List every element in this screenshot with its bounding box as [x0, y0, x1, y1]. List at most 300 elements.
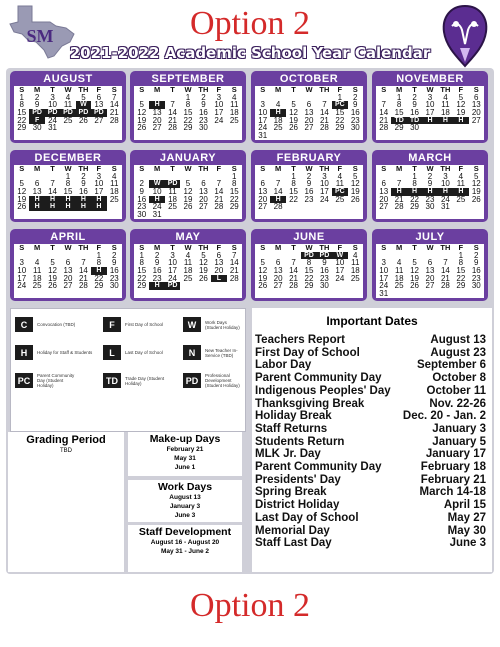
weekday-header: M — [154, 164, 161, 173]
work-days-panel — [128, 480, 242, 522]
weekday-header: TH — [440, 164, 451, 173]
weekday-header: S — [231, 85, 237, 94]
day-number: 5 — [458, 92, 464, 102]
event-label: Students Return — [255, 435, 345, 448]
day-number: 7 — [216, 179, 222, 189]
weekday-header: W — [426, 164, 434, 173]
day-number: 30 — [350, 123, 360, 133]
day-number: 21 — [289, 273, 299, 283]
marked-day: PD — [60, 109, 75, 117]
day-number: 11 — [183, 258, 193, 268]
day-number: 10 — [258, 108, 268, 118]
day-number: 12 — [471, 179, 481, 189]
day-number: 14 — [319, 108, 329, 118]
day-number: 12 — [198, 258, 208, 268]
weekday-header: TH — [319, 85, 330, 94]
staff-development-panel — [128, 525, 242, 572]
staffdev-line: May 31 - June 2 — [160, 548, 210, 555]
day-number: 15 — [335, 108, 345, 118]
day-number: 21 — [440, 273, 450, 283]
marked-day: W — [332, 252, 347, 260]
day-number: 6 — [260, 179, 265, 189]
day-number: 26 — [183, 202, 193, 212]
day-number: 4 — [275, 100, 281, 110]
day-number: 27 — [198, 202, 208, 212]
day-number: 29 — [335, 123, 345, 133]
weekday-header: T — [291, 243, 296, 252]
day-number: 19 — [350, 187, 360, 197]
day-number: 8 — [65, 179, 71, 189]
day-number: 12 — [48, 266, 58, 276]
day-number: 22 — [137, 273, 147, 283]
day-number: 9 — [34, 100, 40, 110]
event-date: October 8 — [432, 372, 486, 385]
event-label: Thanksgiving Break — [255, 397, 365, 410]
day-number: 18 — [440, 108, 450, 118]
day-number: 26 — [471, 194, 481, 204]
day-number: 5 — [185, 179, 191, 189]
day-number: 18 — [168, 194, 178, 204]
staffdev-line: August 16 - August 20 — [150, 539, 220, 546]
legend-item-last-day — [103, 345, 165, 360]
day-number: 9 — [139, 187, 144, 197]
day-number: 11 — [63, 100, 73, 110]
day-number: 20 — [152, 115, 162, 125]
weekday-header: S — [381, 85, 387, 94]
marked-day: H — [270, 109, 285, 117]
day-number: 20 — [304, 115, 314, 125]
weekday-header: F — [458, 243, 464, 252]
event-label: MLK Jr. Day — [255, 448, 321, 461]
day-number: 1 — [337, 92, 343, 102]
day-number: 5 — [412, 258, 417, 268]
snake-mascot-icon — [438, 4, 492, 68]
day-number: 14 — [109, 100, 119, 110]
day-number: 13 — [32, 187, 42, 197]
day-number: 15 — [183, 108, 193, 118]
day-number: 12 — [410, 266, 420, 276]
day-number: 17 — [425, 108, 435, 118]
day-number: 23 — [198, 115, 208, 125]
day-number: 8 — [396, 100, 402, 110]
event-date: January 5 — [432, 435, 486, 448]
day-number: 23 — [152, 273, 162, 283]
important-date-row — [252, 372, 492, 385]
month-name: OCTOBER — [279, 73, 339, 85]
day-number: 10 — [152, 187, 162, 197]
day-number: 23 — [319, 273, 329, 283]
day-number: 31 — [379, 289, 389, 299]
marked-day: W — [76, 101, 91, 109]
weekday-header: S — [139, 243, 145, 252]
legend-text: Last Day of School — [125, 350, 163, 355]
day-number: 29 — [304, 281, 314, 291]
day-number: 17 — [319, 187, 329, 197]
marked-day: PD — [165, 180, 180, 188]
day-number: 2 — [154, 250, 160, 260]
day-number: 26 — [289, 123, 299, 133]
day-number: 21 — [109, 108, 119, 118]
day-number: 13 — [425, 266, 435, 276]
important-dates-title: Important Dates — [326, 314, 418, 328]
day-number: 28 — [78, 281, 88, 291]
month-name: NOVEMBER — [396, 73, 464, 85]
day-number: 2 — [474, 250, 479, 260]
day-number: 16 — [137, 194, 147, 204]
month-days — [14, 86, 122, 140]
day-number: 9 — [474, 258, 479, 268]
legend-code: PD — [183, 373, 201, 388]
day-number: 5 — [260, 258, 265, 268]
day-number: 7 — [396, 179, 402, 189]
day-number: 19 — [456, 108, 466, 118]
legend-code: W — [183, 317, 201, 332]
day-number: 11 — [351, 258, 360, 268]
legend-text: Parent Community Day (Student Holiday) — [37, 373, 75, 388]
important-date-row — [252, 486, 492, 499]
day-number: 7 — [81, 258, 86, 268]
day-number: 9 — [81, 179, 86, 189]
day-number: 28 — [214, 202, 224, 212]
day-number: 15 — [304, 266, 314, 276]
day-number: 18 — [273, 115, 283, 125]
event-date: June 3 — [449, 537, 486, 550]
month-name: FEBRUARY — [276, 152, 342, 164]
marked-day: H — [453, 117, 468, 125]
day-number: 13 — [379, 187, 389, 197]
legend-code: TD — [103, 373, 121, 388]
day-number: 28 — [319, 123, 329, 133]
weekday-header: W — [184, 85, 192, 94]
important-date-row — [252, 474, 492, 487]
day-number: 24 — [168, 273, 178, 283]
day-number: 8 — [96, 258, 102, 268]
month-days — [134, 244, 242, 298]
marked-day: H — [391, 188, 406, 196]
day-number: 21 — [214, 194, 224, 204]
makeup-line: May 31 — [174, 455, 196, 462]
marked-day: H — [91, 267, 106, 275]
day-number: 9 — [112, 258, 117, 268]
day-number: 22 — [17, 115, 27, 125]
day-number: 10 — [214, 100, 224, 110]
weekday-header: T — [170, 243, 175, 252]
day-number: 3 — [216, 92, 222, 102]
day-number: 25 — [394, 281, 404, 291]
day-number: 3 — [381, 258, 386, 268]
day-number: 25 — [63, 115, 73, 125]
important-date-row — [252, 436, 492, 449]
day-number: 3 — [260, 100, 265, 110]
event-date: September 6 — [416, 359, 486, 372]
day-number: 17 — [94, 187, 104, 197]
day-number: 4 — [65, 92, 71, 102]
day-number: 1 — [19, 92, 24, 102]
day-number: 28 — [273, 202, 283, 212]
day-number: 6 — [306, 100, 312, 110]
weekday-header: S — [231, 164, 237, 173]
weekday-header: S — [139, 164, 145, 173]
day-number: 29 — [229, 202, 239, 212]
day-number: 28 — [168, 123, 178, 133]
day-number: 6 — [65, 258, 71, 268]
day-number: 7 — [232, 250, 237, 260]
day-number: 20 — [273, 273, 283, 283]
marked-day: H — [60, 196, 75, 204]
weekday-header: T — [412, 164, 417, 173]
month-days — [255, 165, 363, 219]
important-date-row — [252, 359, 492, 372]
day-number: 19 — [17, 194, 27, 204]
weekday-header: W — [184, 164, 192, 173]
day-number: 15 — [229, 187, 239, 197]
day-number: 25 — [229, 115, 239, 125]
weekday-header: S — [381, 243, 387, 252]
day-number: 18 — [350, 266, 360, 276]
option-label-bottom: Option 2 — [190, 587, 310, 624]
month-name: AUGUST — [43, 73, 93, 85]
day-number: 7 — [170, 100, 175, 110]
important-date-row — [252, 334, 492, 347]
day-number: 31 — [152, 210, 162, 220]
day-number: 14 — [48, 187, 58, 197]
day-number: 26 — [137, 123, 147, 133]
day-number: 14 — [289, 266, 299, 276]
day-number: 11 — [394, 266, 404, 276]
legend-code: N — [183, 345, 201, 360]
marked-day: H — [29, 196, 44, 204]
weekday-header: TH — [319, 243, 330, 252]
day-number: 10 — [168, 258, 178, 268]
day-number: 3 — [427, 92, 433, 102]
day-number: 25 — [32, 281, 42, 291]
day-number: 5 — [139, 100, 144, 110]
day-number: 22 — [183, 115, 193, 125]
staffdev-title: Staff Development — [138, 526, 232, 538]
day-number: 8 — [185, 100, 191, 110]
day-number: 15 — [456, 266, 466, 276]
day-number: 5 — [81, 92, 86, 102]
day-number: 10 — [94, 179, 104, 189]
day-number: 30 — [198, 123, 208, 133]
legend-text: Trade Day (Student Holiday) — [125, 375, 165, 386]
marked-day: H — [76, 203, 91, 211]
weekday-header: W — [64, 243, 72, 252]
day-number: 17 — [214, 108, 224, 118]
day-number: 24 — [48, 115, 58, 125]
month-days — [376, 244, 484, 298]
month-name: JUNE — [293, 231, 325, 243]
day-number: 17 — [168, 266, 178, 276]
day-number: 8 — [412, 179, 417, 189]
weekday-header: F — [216, 85, 222, 94]
month-name: DECEMBER — [34, 152, 102, 164]
logo-monogram: SM — [26, 26, 54, 46]
day-number: 21 — [319, 115, 329, 125]
day-number: 26 — [48, 281, 58, 291]
month-days — [14, 165, 122, 219]
weekday-header: TH — [198, 85, 209, 94]
makeup-title: Make-up Days — [149, 433, 221, 445]
event-date: January 17 — [425, 448, 486, 461]
day-number: 11 — [456, 179, 465, 189]
day-number: 6 — [201, 179, 206, 189]
day-number: 19 — [258, 273, 268, 283]
month-days — [255, 244, 363, 298]
month-name: APRIL — [50, 231, 86, 243]
weekday-header: TH — [319, 164, 330, 173]
day-number: 10 — [425, 100, 435, 110]
day-number: 26 — [350, 194, 360, 204]
legend-code: L — [103, 345, 121, 360]
day-number: 23 — [350, 115, 360, 125]
legend-text: Holiday for Staff & Students — [37, 350, 93, 355]
grading-period-panel — [8, 432, 124, 572]
grading-subtitle: TBD — [60, 448, 72, 454]
event-label: Holiday Break — [255, 410, 332, 423]
month-name: SEPTEMBER — [151, 73, 225, 85]
legend-item-convocation — [15, 317, 77, 332]
event-label: Parent Community Day — [255, 461, 382, 474]
day-number: 23 — [471, 273, 481, 283]
weekday-header: T — [291, 164, 296, 173]
event-label: Presidents' Day — [255, 473, 341, 486]
day-number: 5 — [353, 171, 358, 181]
legend-text: Convocation (TBD) — [37, 322, 76, 327]
day-number: 10 — [440, 179, 450, 189]
day-number: 22 — [289, 194, 299, 204]
day-number: 21 — [394, 194, 404, 204]
day-number: 2 — [34, 92, 40, 102]
day-number: 1 — [291, 171, 296, 181]
legend-item-professional-dev — [183, 373, 245, 388]
day-number: 18 — [229, 108, 239, 118]
marked-day: H — [60, 203, 75, 211]
weekday-header: M — [275, 243, 282, 252]
marked-day: H — [149, 196, 164, 204]
makeup-line: June 1 — [174, 464, 196, 471]
marked-day: PC — [332, 101, 347, 109]
day-number: 12 — [137, 108, 147, 118]
day-number: 27 — [471, 115, 481, 125]
day-number: 23 — [109, 273, 119, 283]
legend-item-holiday — [15, 345, 97, 360]
important-date-row — [252, 423, 492, 436]
day-number: 13 — [63, 266, 73, 276]
day-number: 12 — [289, 108, 299, 118]
day-number: 5 — [19, 179, 24, 189]
weekday-header: S — [260, 243, 266, 252]
day-number: 22 — [410, 194, 420, 204]
day-number: 8 — [139, 258, 144, 268]
important-date-row — [252, 525, 492, 538]
marked-day: H — [76, 196, 91, 204]
weekday-header: W — [305, 243, 313, 252]
month-days — [255, 86, 363, 140]
day-number: 13 — [198, 187, 208, 197]
weekday-header: F — [337, 164, 343, 173]
weekday-header: T — [50, 164, 55, 173]
day-number: 16 — [319, 266, 329, 276]
event-date: August 23 — [430, 346, 486, 359]
event-date: Nov. 22-26 — [429, 397, 486, 410]
day-number: 7 — [381, 100, 386, 110]
day-number: 7 — [275, 179, 281, 189]
marked-day: PD — [91, 109, 106, 117]
weekday-header: F — [96, 243, 102, 252]
weekday-header: TH — [78, 243, 89, 252]
day-number: 7 — [112, 92, 117, 102]
weekday-header: S — [473, 85, 479, 94]
marked-day: H — [149, 101, 164, 109]
marked-day: F — [29, 117, 44, 125]
day-number: 16 — [152, 266, 162, 276]
day-number: 19 — [137, 115, 147, 125]
weekday-header: S — [381, 164, 387, 173]
day-number: 24 — [214, 115, 224, 125]
month-name: JANUARY — [159, 152, 217, 164]
day-number: 12 — [183, 187, 193, 197]
important-dates-list — [252, 334, 492, 550]
day-number: 20 — [198, 194, 208, 204]
event-date: February 21 — [420, 473, 486, 486]
day-number: 3 — [19, 258, 24, 268]
day-number: 24 — [379, 281, 389, 291]
event-date: October 11 — [426, 384, 486, 397]
day-number: 16 — [109, 266, 119, 276]
day-number: 31 — [48, 123, 58, 133]
weekday-header: F — [96, 85, 102, 94]
legend-item-first-day — [103, 317, 165, 332]
workdays-line: January 3 — [169, 503, 201, 510]
weekday-header: S — [139, 85, 145, 94]
day-number: 28 — [394, 202, 404, 212]
day-number: 28 — [229, 273, 239, 283]
day-number: 6 — [96, 92, 102, 102]
day-number: 6 — [216, 250, 222, 260]
day-number: 17 — [335, 266, 345, 276]
day-number: 23 — [304, 194, 314, 204]
month-april — [10, 229, 126, 301]
day-number: 9 — [154, 258, 160, 268]
weekday-header: TH — [198, 164, 209, 173]
marked-day: H — [270, 196, 285, 204]
marked-day: H — [422, 117, 437, 125]
month-may — [130, 229, 246, 301]
marked-day: H — [149, 282, 164, 290]
day-number: 9 — [427, 179, 433, 189]
day-number: 29 — [410, 202, 420, 212]
day-number: 14 — [78, 266, 88, 276]
workdays-line: August 13 — [169, 494, 201, 501]
month-july — [372, 229, 488, 301]
event-label: Spring Break — [255, 486, 327, 499]
day-number: 6 — [275, 258, 281, 268]
important-dates-panel — [252, 308, 492, 572]
day-number: 11 — [230, 100, 239, 110]
marked-day: H — [45, 203, 60, 211]
weekday-header: S — [111, 243, 117, 252]
day-number: 20 — [379, 194, 389, 204]
month-days — [14, 244, 122, 298]
day-number: 2 — [412, 92, 417, 102]
marked-day: PC — [332, 188, 347, 196]
event-label: Parent Community Day — [255, 372, 382, 385]
day-number: 29 — [183, 123, 193, 133]
month-march — [372, 150, 488, 222]
day-number: 27 — [152, 123, 162, 133]
weekday-header: T — [50, 243, 55, 252]
